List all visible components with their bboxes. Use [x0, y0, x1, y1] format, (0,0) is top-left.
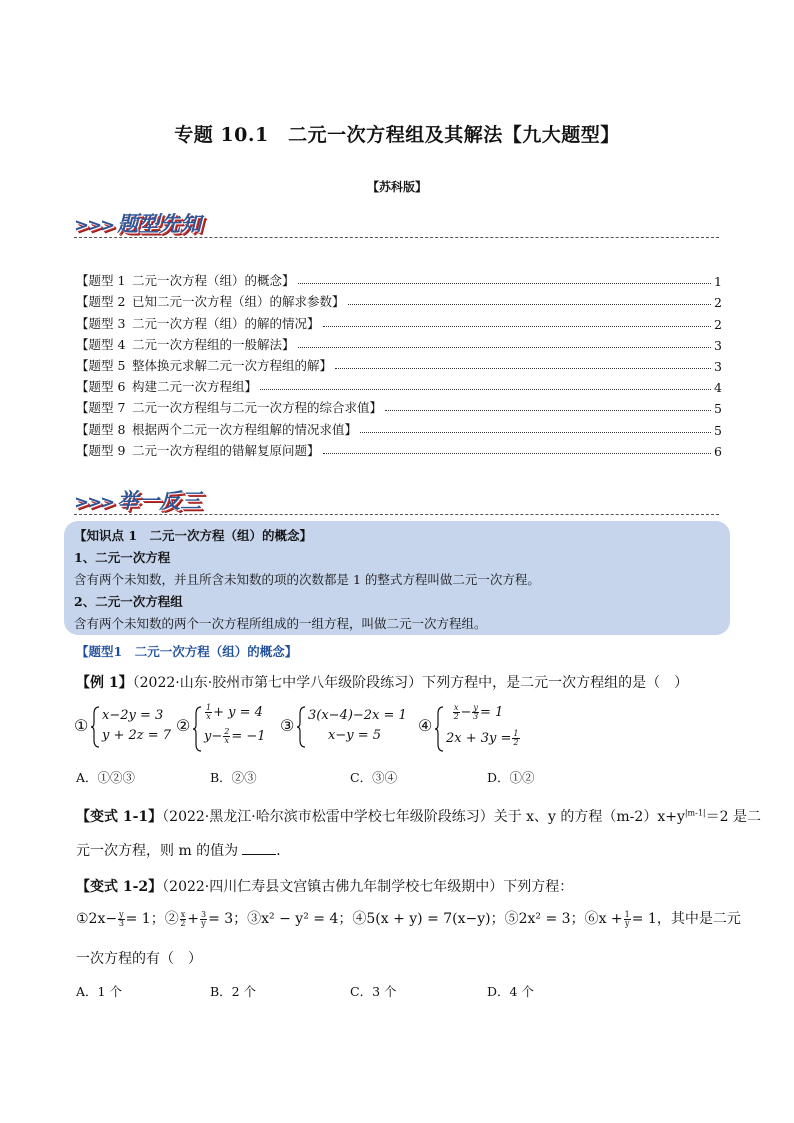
banner-text: 举一反三 — [117, 489, 202, 513]
knowledge-heading: 【知识点 1 二元一次方程（组）的概念】 — [74, 528, 313, 543]
brace-icon — [193, 706, 203, 752]
toc-entry-4[interactable]: 【题型 4 二元一次方程组的一般解法】 3 — [76, 336, 722, 353]
toc-entry-3[interactable]: 【题型 3 二元一次方程（组）的解的情况】 2 — [76, 315, 722, 332]
brace-icon — [435, 706, 445, 752]
toc-entry-9[interactable]: 【题型 9 二元一次方程组的错解复原问题】 6 — [76, 442, 722, 459]
banner-question-types — [74, 208, 201, 236]
knowledge-text-2: 含有两个未知数的两个一次方程所组成的一组方程，叫做二元一次方程组。 — [74, 616, 487, 631]
answer-blank[interactable] — [242, 842, 276, 855]
variant-1-2-equations: ①2x− $\frac{y}{3}$ = 1；② $\frac{x}{2}$ + $\frac{3}{y}$ = 3；③x² − y² = 4；④5(x + y) = 7(x−y)；⑤2x² = 3；⑥x + $\frac{1}{y}$ = 1，其中是二元 — [76, 909, 741, 928]
page-title: 专题 10.1 二元一次方程组及其解法【九大题型】 — [174, 124, 620, 146]
variant-1-2-option-b[interactable]: B．2 个 — [210, 984, 257, 999]
example-1-option-d[interactable]: D．①② — [487, 770, 535, 785]
knowledge-point-box — [64, 521, 730, 635]
variant-1-1-line2: 元一次方程，则 m 的值为 ． — [76, 843, 291, 859]
example-1-stem: 【例 1】（2022·山东·胶州市第七中学八年级阶段练习）下列方程中，是二元一次方程组的是（ ） — [76, 675, 689, 691]
section-title: 【题型1 二元一次方程（组）的概念】 — [76, 644, 298, 659]
example-1-option-b[interactable]: B．②③ — [210, 770, 257, 785]
variant-1-2-option-a[interactable]: A．1 个 — [76, 984, 122, 999]
brace-icon — [297, 706, 307, 748]
toc-entry-5[interactable]: 【题型 5 整体换元求解二元一次方程组的解】 3 — [76, 357, 722, 374]
toc-entry-1[interactable]: 【题型 1 二元一次方程（组）的概念】 1 — [76, 273, 722, 290]
edition-label: 【苏科版】 — [366, 180, 427, 194]
toc-entry-8[interactable]: 【题型 8 根据两个二元一次方程组解的情况求值】 5 — [76, 421, 722, 438]
variant-1-1-stem: 【变式 1-1】（2022·黑龙江·哈尔滨市松雷中学校七年级阶段练习）关于 x、y 的方程$(m-2)x+y^{|m-1|}=2$ 是二 — [76, 808, 761, 825]
table-of-contents — [76, 268, 722, 459]
divider — [74, 514, 719, 515]
example-1-option-c[interactable]: C．③④ — [350, 770, 398, 785]
toc-entry-7[interactable]: 【题型 7 二元一次方程组与二元一次方程的综合求值】 5 — [76, 400, 722, 417]
triple-arrow-icon: >>> — [74, 492, 114, 513]
toc-entry-2[interactable]: 【题型 2 已知二元一次方程（组）的解求参数】 2 — [76, 294, 722, 311]
example-1-option-a[interactable]: A．①②③ — [76, 770, 136, 785]
knowledge-text-1: 含有两个未知数，并且所含未知数的项的次数都是 1 的整式方程叫做二元一次方程。 — [74, 572, 540, 587]
banner-examples — [74, 485, 201, 513]
toc-entry-6[interactable]: 【题型 6 构建二元一次方程组】 4 — [76, 379, 722, 396]
variant-1-2-stem: 【变式 1-2】（2022·四川仁寿县文宫镇古佛九年制学校七年级期中）下列方程： — [76, 879, 574, 895]
knowledge-subheading-2: 2、二元一次方程组 — [74, 594, 183, 609]
knowledge-subheading-1: 1、二元一次方程 — [74, 550, 171, 565]
document-page: 专题 10.1 二元一次方程组及其解法【九大题型】 【苏科版】 >>> 题型先知 【题型 1 二元一次方程（组）的概念】 1 【题型 2 已知二元一次方程（组）的解求参数】 2 【题型 3 二元一次方程（组）的解的情况】 2 【题型 4 二元一次方程组的一般解法】 3 【题型 5 整体换元求解二元一次方程组的解】 3 【题型 6 构建二元一次方程组】 4 【题型 7 二元一次方程组与二元一次方程的综合求值】 5 【题型 8 根据两个二元一次方程组解的情况求值】 5 【题型 9 二元一次方程组的错解复原问题】 6 >>> 举一反三 【知识点 1 二元一次方程（组）的概念】 1、二元一次方程 含有两个未知数，并且所含未知数的项的次数都是 1 的整式方程叫做二元一次方程。 2、二元一次方程组 含有两个未知数的两个一次方程所组成的一组方程，叫做二元一次方程组。 【题型1 二元一次方程（组）的概念】 【例 1】（2022·山东·胶州市第七中学八年级阶段练习）下列方程中，是二元一次方程组的是（ ） ① x−2y = 3 y + 2z = 7 ② $\frac{1}{x}$ + y = 4 y− $\frac{2}{x}$ = −1 ③ 3(x−4)−2x = 1 x−y = 5 ④ $\frac{x}{2}$ − $\frac{y}{3}$ = 1 2x + 3y = $\frac{1}{2}$ A．①②③ B．②③ C．③④ D．①② 【变式 1-1】（2022·黑龙江·哈尔滨市松雷中学校七年级阶段练习）关于 x、y 的方程$(m-2)x+y^{|m-1|}=2$ 是二 元一次方程，则 m 的值为 ． 【变式 1-2】（2022·四川仁寿县文宫镇古佛九年制学校七年级期中）下列方程： ①2x− $\frac{y}{3}$ = 1；② $\frac{x}{2}$ + $\frac{3}{y}$ = 3；③x² − y² = 4；④5(x + y) = 7(x−y)；⑤2x² = 3；⑥x + $\frac{1}{y}$ = 1，其中是二元 一次方程的有（ ） A．1 个 B．2 个 C．3 个 D．4 个 — [0, 0, 794, 1123]
banner-text: 题型先知 — [117, 212, 202, 236]
divider — [74, 237, 719, 238]
variant-1-2-option-c[interactable]: C．3 个 — [350, 984, 397, 999]
variant-1-2-line3: 一次方程的有（ ） — [76, 951, 202, 967]
variant-1-2-option-d[interactable]: D．4 个 — [487, 984, 534, 999]
brace-icon — [91, 706, 101, 748]
triple-arrow-icon: >>> — [74, 215, 114, 236]
